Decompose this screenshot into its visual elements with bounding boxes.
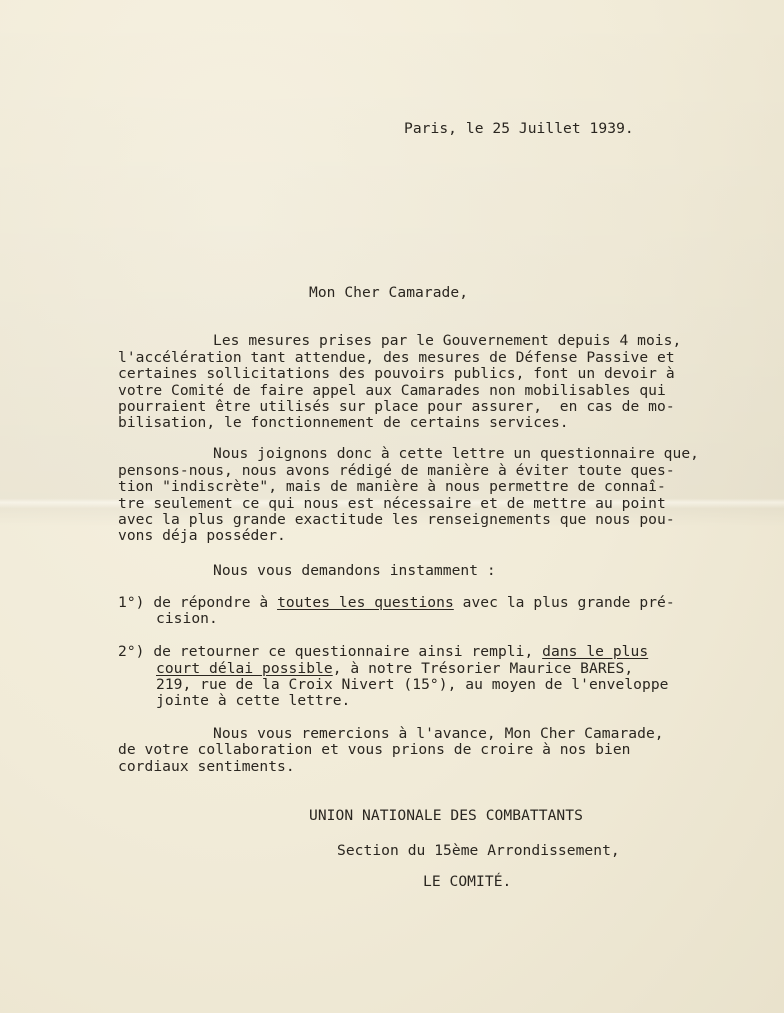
signature-org: UNION NATIONALE DES COMBATTANTS [309, 807, 583, 824]
list-item-1 [118, 595, 675, 611]
paragraph-1-line: pourraient être utilisés sur place pour assurer, en cas de mo- [118, 398, 675, 415]
list-item-2 [118, 644, 648, 660]
paragraph-1-line: votre Comité de faire appel aux Camarades non mobilisables qui [118, 382, 666, 399]
signature-section: Section du 15ème Arrondissement, [337, 842, 620, 859]
paragraph-1-line: Les mesures prises par le Gouvernement depuis 4 mois, [213, 332, 682, 349]
list-item-2-text: 2°) de retourner ce questionnaire ainsi rempli, [118, 643, 543, 660]
underlined-phrase: toutes les questions [277, 594, 454, 611]
dateline: Paris, le 25 Juillet 1939. [404, 120, 634, 137]
paragraph-2-line: pensons-nous, nous avons rédigé de manière à éviter toute ques- [118, 462, 675, 479]
list-item-1-text: 1°) de répondre à [118, 594, 278, 611]
underlined-phrase: dans le plus [542, 643, 649, 660]
paragraph-2-line: tre seulement ce qui nous est nécessaire et de mettre au point [118, 495, 666, 512]
list-item-1-continuation: cision. [156, 610, 218, 627]
underlined-phrase: court délai possible [156, 660, 333, 677]
closing-line: Nous vous remercions à l'avance, Mon Cher Camarade, [213, 725, 664, 742]
list-item-2-continuation [156, 661, 633, 677]
paragraph-3: Nous vous demandons instamment : [213, 562, 496, 579]
paragraph-2-line: avec la plus grande exactitude les renseignements que nous pou- [118, 511, 675, 528]
paragraph-2-line: tion "indiscrète", mais de manière à nous permettre de connaî- [118, 478, 666, 495]
closing-line: cordiaux sentiments. [118, 758, 295, 775]
paragraph-1-line: l'accélération tant attendue, des mesures de Défense Passive et [118, 349, 675, 366]
list-item-2-text: , à notre Trésorier Maurice BARES, [332, 660, 634, 677]
signature-committee: LE COMITÉ. [423, 873, 512, 890]
paragraph-2-line: Nous joignons donc à cette lettre un questionnaire que, [213, 445, 699, 462]
paragraph-1-line: certaines sollicitations des pouvoirs publics, font un devoir à [118, 365, 675, 382]
paragraph-2-line: vons déja posséder. [118, 527, 286, 544]
closing-line: de votre collaboration et vous prions de croire à nos bien [118, 741, 631, 758]
list-item-2-continuation: 219, rue de la Croix Nivert (15°), au moyen de l'enveloppe [156, 676, 669, 693]
list-item-1-text: avec la plus grande pré- [453, 594, 675, 611]
salutation: Mon Cher Camarade, [309, 284, 469, 301]
paragraph-1-line: bilisation, le fonctionnement de certains services. [118, 414, 569, 431]
list-item-2-continuation: jointe à cette lettre. [156, 692, 351, 709]
